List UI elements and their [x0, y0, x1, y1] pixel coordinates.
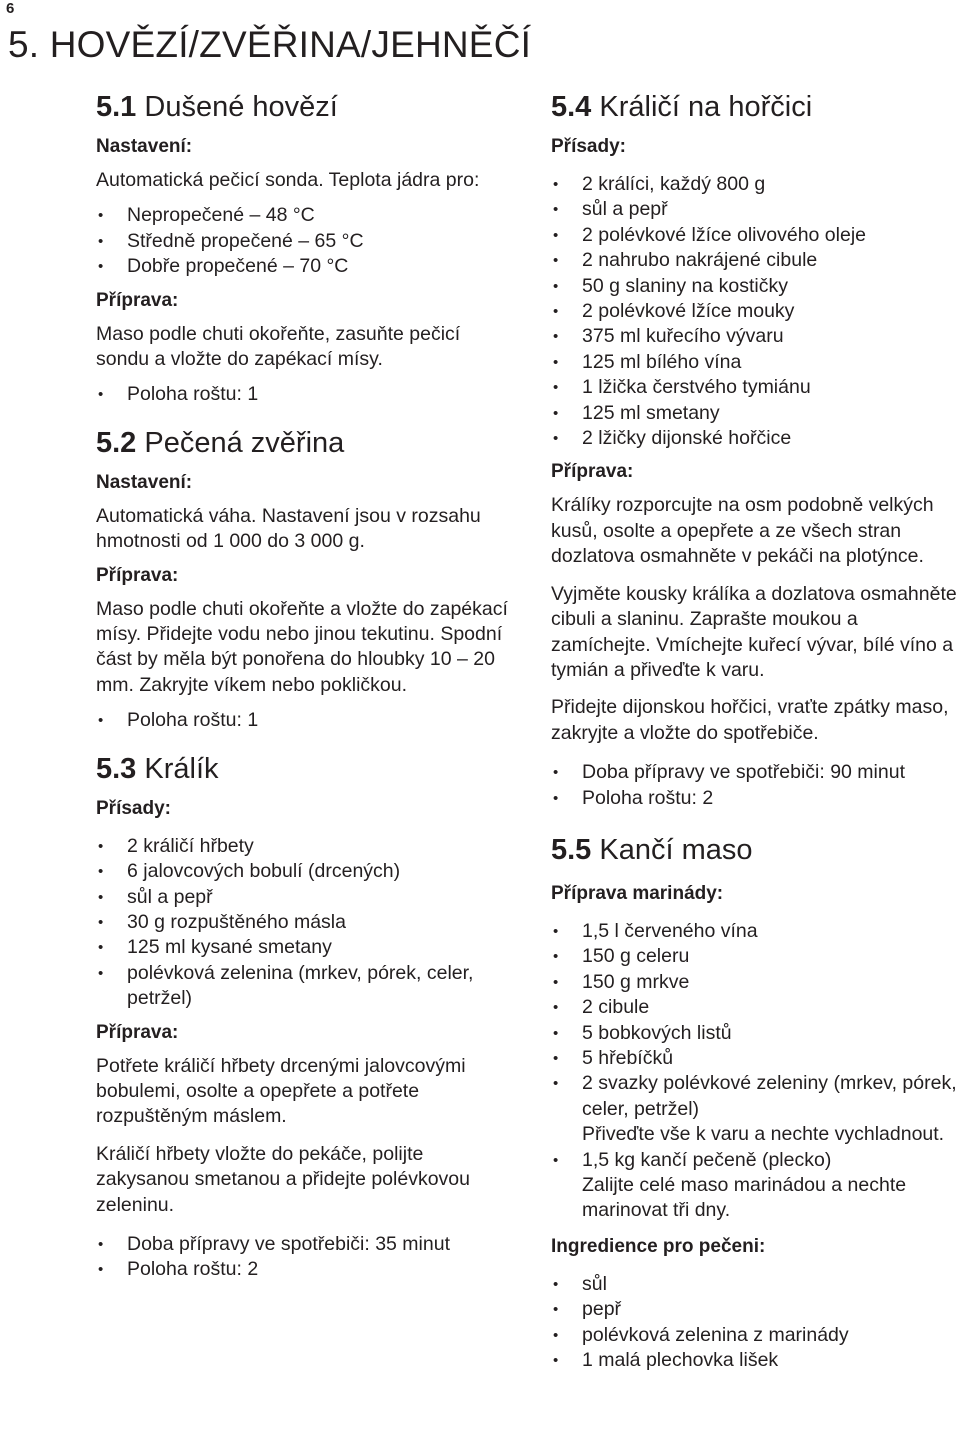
list-item: • sůl a pepř: [96, 885, 516, 910]
list-item: • 1 lžička čerstvého tymiánu: [551, 375, 960, 400]
list-item: • sůl a pepř: [551, 197, 960, 222]
prep-text: Přidejte dijonskou hořčici, vraťte zpátky maso, zakryjte a vložte do spotřebiče.: [551, 696, 949, 744]
section-title-5-5: [551, 831, 960, 869]
list-item: • 125 ml kysané smetany: [96, 935, 516, 960]
list-item: • 125 ml bílého vína: [551, 350, 960, 375]
section-name: Dušené hovězí: [144, 91, 338, 123]
list-item-text: 5 bobkových listů: [582, 1021, 732, 1044]
list-item-note: Zalijte celé maso marinádou a nechte marinovat tři dny.: [582, 1174, 907, 1222]
list-item: • 6 jalovcových bobulí (drcených): [96, 859, 516, 884]
list-item: • Dobře propečené – 70 °C: [96, 254, 516, 279]
list-item: • Středně propečené – 65 °C: [96, 229, 516, 254]
list-item: • Nepropečené – 48 °C: [96, 203, 516, 228]
prep-text: Maso podle chuti okořeňte, zasuňte pečicí sondu a vložte do zapékací mísy.: [96, 322, 461, 371]
roast-ingredients-label: Ingredience pro pečeni:: [551, 1235, 766, 1257]
section-number: 5.3: [96, 752, 137, 785]
section-title-5-4: [551, 88, 960, 126]
section-number: 5.4: [551, 91, 592, 123]
chapter-title: 5. HOVĚZÍ/ZVĚŘINA/JEHNĚČÍ: [8, 24, 532, 65]
list-item: • 50 g slaniny na kostičky: [551, 274, 960, 299]
list-item: • 2 nahrubo nakrájené cibule: [551, 248, 960, 273]
list-item: • 375 ml kuřecího vývaru: [551, 324, 960, 349]
list-item: • 30 g rozpuštěného másla: [96, 910, 516, 935]
cooking-time: • Doba přípravy ve spotřebiči: 90 minut: [551, 760, 960, 785]
list-item: • 125 ml smetany: [551, 401, 960, 426]
section-name: Králičí na hořčici: [599, 91, 813, 123]
list-item: • 2 polévkové lžíce olivového oleje: [551, 223, 960, 248]
shelf-position: • Poloha roštu: 2: [96, 1257, 516, 1282]
section-number: 5.5: [551, 833, 592, 866]
right-column: [551, 88, 960, 1373]
settings-label: Nastavení:: [96, 136, 193, 157]
prep-label: Příprava:: [96, 1021, 179, 1043]
settings-text: Automatická váha. Nastavení jsou v rozsahu hmotnosti od 1 000 do 3 000 g.: [96, 504, 481, 553]
section-name: Pečená zvěřina: [144, 426, 345, 459]
list-item: [551, 919, 960, 944]
section-title-5-1: [96, 88, 516, 126]
settings-label: Nastavení:: [96, 471, 193, 493]
roast-ingredients-list: [551, 1272, 960, 1374]
settings-text: Automatická pečicí sonda. Teplota jádra pro:: [96, 169, 480, 191]
list-item: • 2 králíci, každý 800 g: [551, 172, 960, 197]
section-title-5-3: [96, 750, 516, 788]
list-item-text: 2 svazky polévkové zeleniny (mrkev, pórek, celer, petržel): [582, 1072, 957, 1120]
marinade-list: [551, 919, 960, 1224]
prep-text: Maso podle chuti okořeňte a vložte do zapékací mísy. Přidejte vodu nebo jinou tekutinu. Spodní část by měla být ponořena do hloubky 10 – 20 mm. Zakryjte víkem nebo pokličkou.: [96, 597, 508, 696]
list-item-text: 2 cibule: [582, 996, 650, 1019]
info-list: [551, 760, 960, 811]
list-item: [551, 1071, 960, 1147]
shelf-position: • Poloha roštu: 1: [96, 382, 516, 407]
list-item-text: 150 g celeru: [582, 945, 690, 968]
info-list: [96, 1232, 516, 1283]
prep-label: Příprava:: [96, 289, 179, 311]
prep-text: Vyjměte kousky králíka a dozlatova osmahněte cibuli a slaninu. Zaprašte moukou a zamíchejte. Vmíchejte kuřecí vývar, bílé víno a tymián a přiveďte k varu.: [551, 582, 957, 681]
ingredients-label: Přísady:: [96, 797, 171, 819]
list-item: • polévková zelenina z marinády: [551, 1323, 960, 1348]
prep-text: Králíky rozporcujte na osm podobně velkých kusů, osolte a opepřete a ze všech stran dozlatova osmahněte v pekáči na plotýnce.: [551, 494, 934, 568]
list-item: • 2 lžičky dijonské hořčice: [551, 426, 960, 451]
marinade-label: Příprava marinády:: [551, 882, 724, 904]
list-item: • 2 králičí hřbety: [96, 834, 516, 859]
list-item: • 1 malá plechovka lišek: [551, 1348, 960, 1373]
cooking-time: • Doba přípravy ve spotřebiči: 35 minut: [96, 1232, 516, 1257]
list-item: [551, 944, 960, 969]
section-number: 5.2: [96, 426, 137, 459]
list-item-note: Přiveďte vše k varu a nechte vychladnout.: [582, 1123, 945, 1146]
prep-label: Příprava:: [96, 564, 179, 586]
prep-text: Králičí hřbety vložte do pekáče, polijte zakysanou smetanou a přidejte polévkovou zeleninu.: [96, 1142, 470, 1216]
list-item: • pepř: [551, 1297, 960, 1322]
left-column: [96, 88, 516, 1283]
info-list: [96, 708, 516, 733]
ingredients-list: [551, 172, 960, 451]
info-list: [96, 382, 516, 407]
section-title-5-2: [96, 424, 516, 462]
list-item: • polévková zelenina (mrkev, pórek, celer, petržel): [96, 961, 516, 1012]
prep-label: Příprava:: [551, 461, 634, 483]
list-item: [551, 1148, 960, 1224]
list-item: [551, 970, 960, 995]
section-name: Kančí maso: [599, 833, 753, 866]
list-item: • sůl: [551, 1272, 960, 1297]
list-item-text: 150 g mrkve: [582, 970, 690, 993]
list-item: [551, 1046, 960, 1071]
page-number: 6: [6, 0, 15, 17]
temperature-list: [96, 203, 516, 279]
section-name: Králík: [144, 752, 219, 785]
ingredients-list: [96, 834, 516, 1012]
prep-text: Potřete králičí hřbety drcenými jalovcovými bobulemi, osolte a opepřete a potřete rozpuštěným máslem.: [96, 1054, 466, 1128]
list-item: [551, 1021, 960, 1046]
section-number: 5.1: [96, 91, 137, 123]
list-item: [551, 995, 960, 1020]
list-item-text: 1,5 kg kančí pečeně (plecko): [582, 1148, 832, 1171]
shelf-position: • Poloha roštu: 2: [551, 786, 960, 811]
list-item: • 2 polévkové lžíce mouky: [551, 299, 960, 324]
list-item-text: 5 hřebíčků: [582, 1046, 674, 1069]
ingredients-label: Přísady:: [551, 136, 626, 157]
list-item-text: 1,5 l červeného vína: [582, 919, 758, 942]
shelf-position: • Poloha roštu: 1: [96, 708, 516, 733]
